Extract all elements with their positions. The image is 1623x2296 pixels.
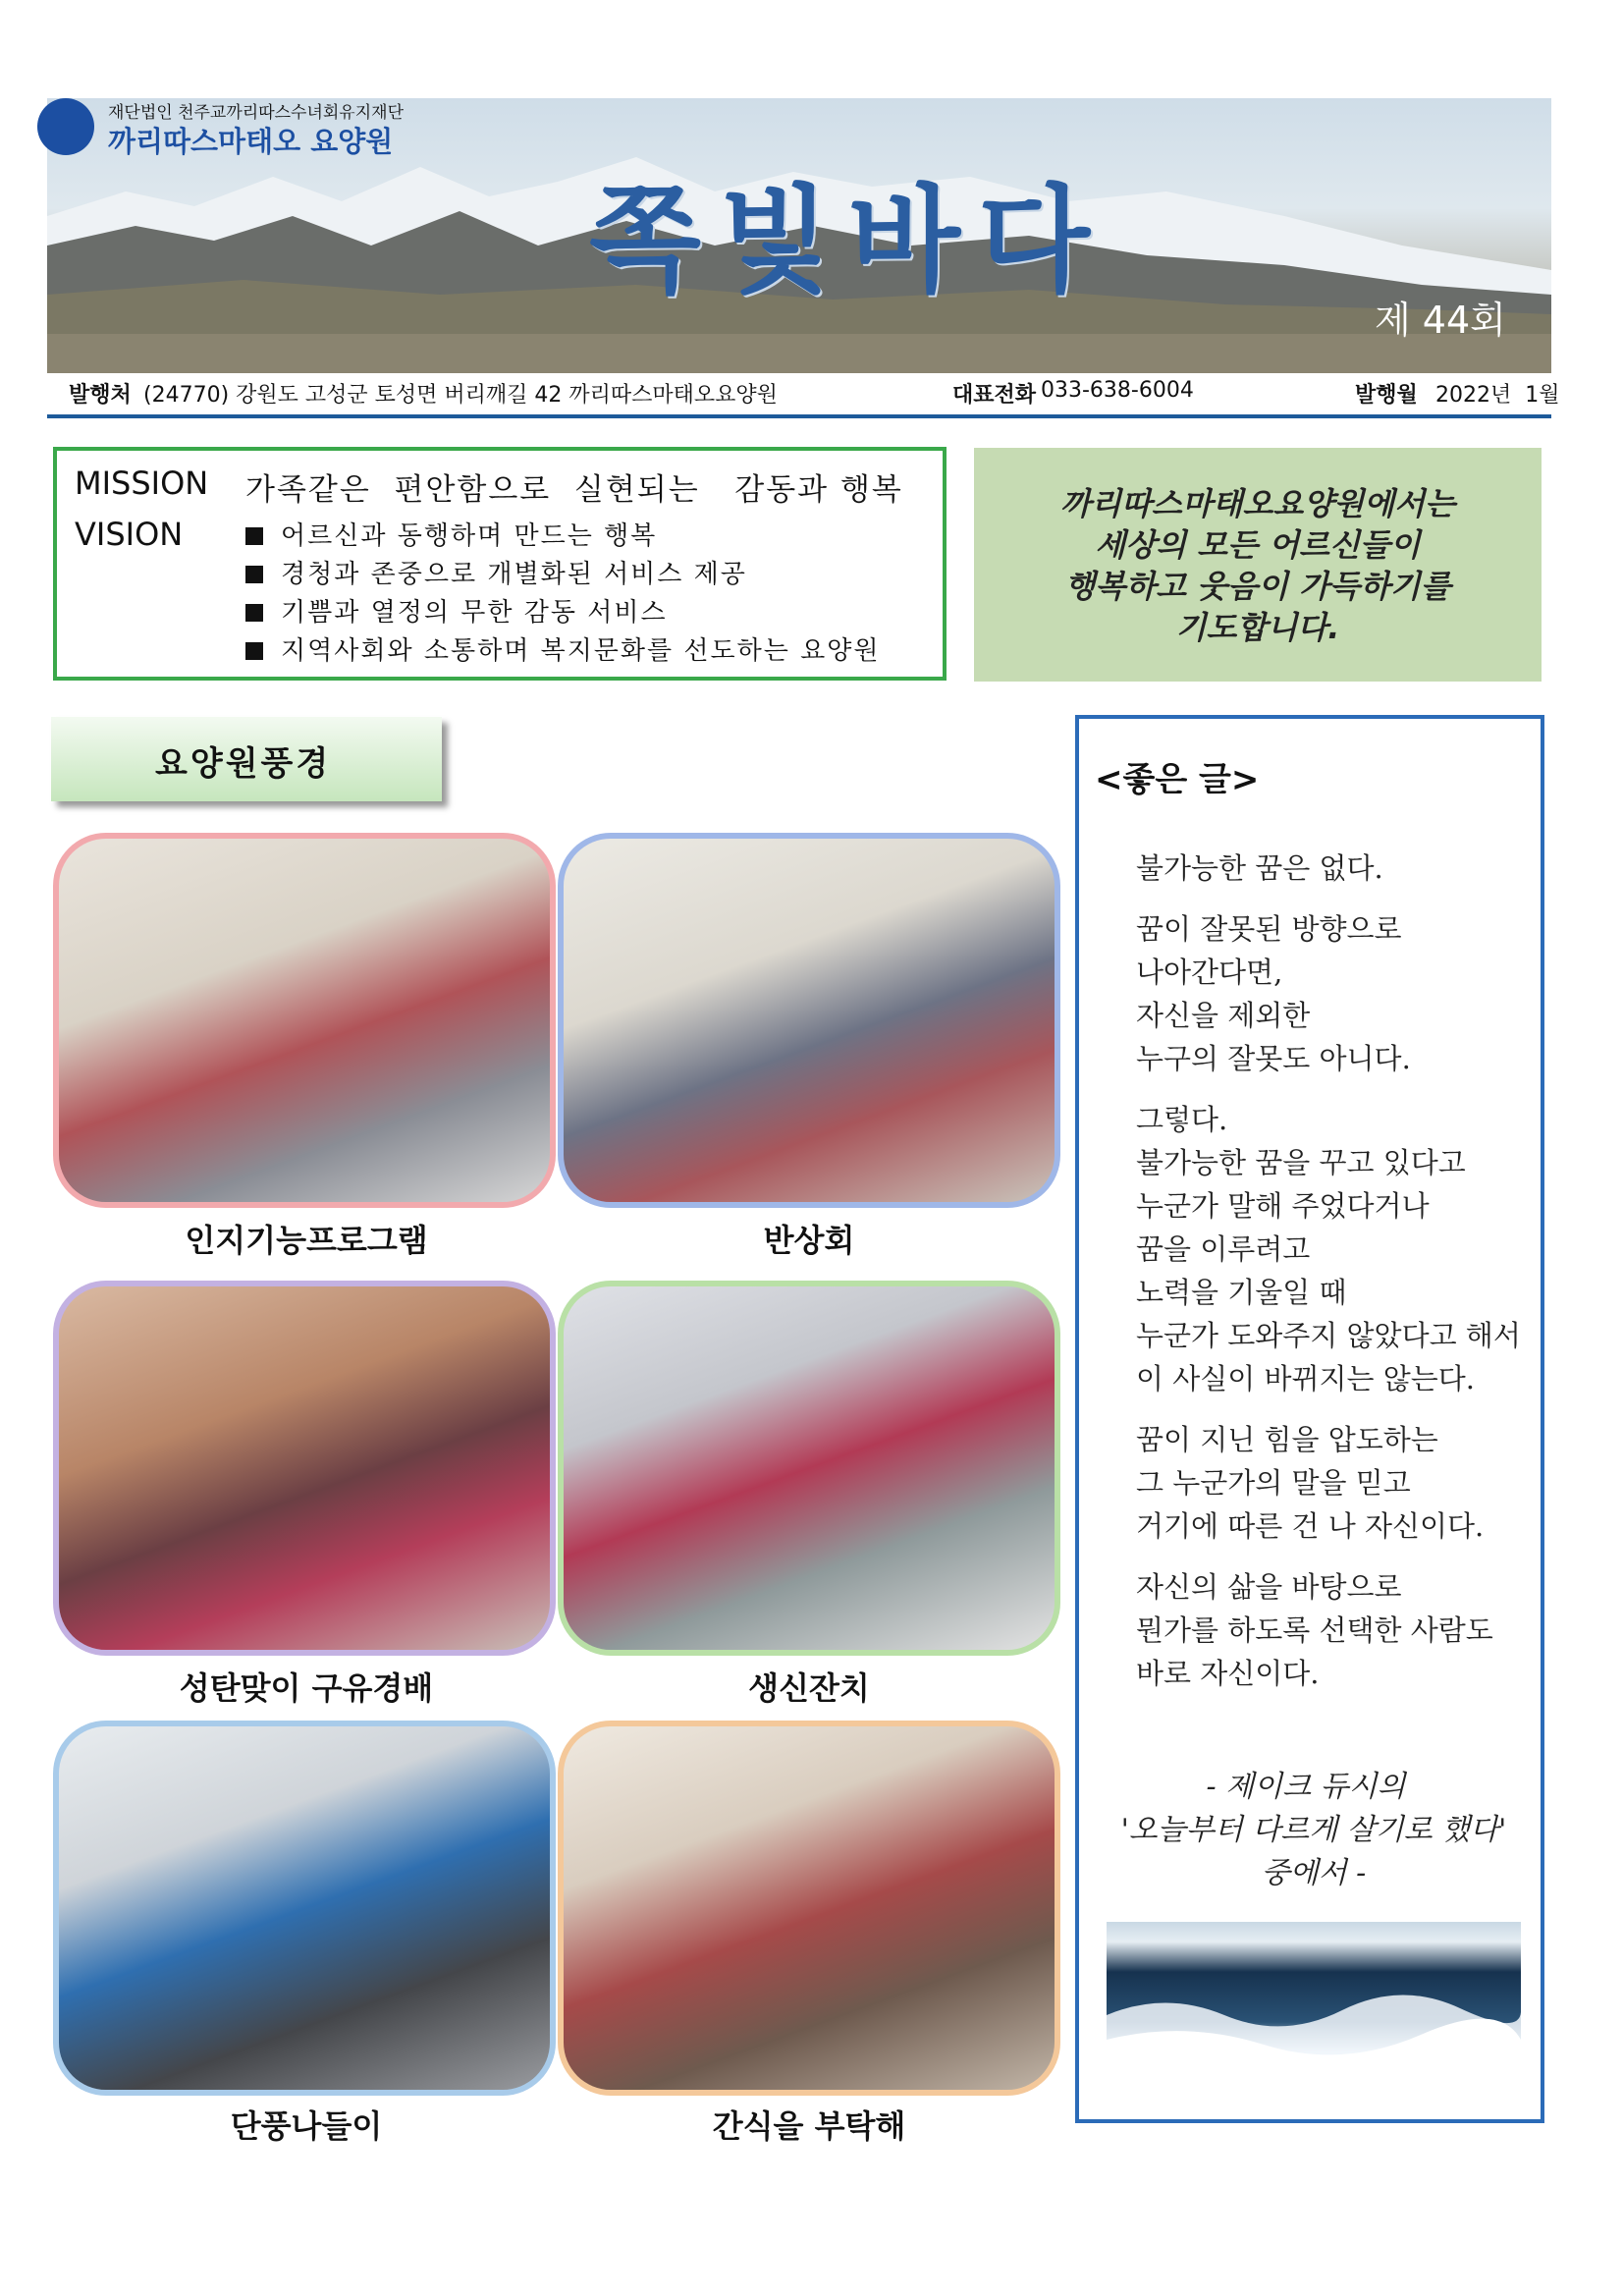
photo-caption: 성탄맞이 구유경배: [179, 1669, 434, 1707]
poem-line: 거기에 따른 건 나 자신이다.: [1136, 1509, 1485, 1543]
poem-line: 누구의 잘못도 아니다.: [1136, 1042, 1411, 1075]
date-label: 발행월: [1355, 383, 1418, 408]
date-text: 2022년 1월: [1435, 383, 1560, 408]
photo-christmas-crib: [59, 1286, 550, 1650]
poem-line: 꿈을 이루려고: [1136, 1232, 1311, 1266]
prayer-line: 기도합니다.: [1175, 609, 1340, 646]
good-writing-title: <좋은 글>: [1095, 760, 1260, 799]
poem-line: 꿈이 잘못된 방향으로: [1136, 912, 1402, 946]
mission-vision-box: [53, 447, 947, 681]
address-label: 발행처: [69, 383, 132, 408]
organization-logo-icon: [37, 98, 94, 155]
mission-text: 가족같은 편안함으로 실현되는 감동과 행복: [245, 472, 903, 508]
organization-name: 까리따스마태오 요양원: [108, 125, 394, 158]
bullet-icon: [245, 566, 263, 583]
photo-resident-meeting: [564, 839, 1055, 1202]
divider: [47, 414, 1551, 418]
list-item: 어르신과 동행하며 만드는 행복: [245, 516, 881, 554]
sea-waves-image: [1107, 1922, 1521, 2089]
photo-cognitive-program: [59, 839, 550, 1202]
bullet-icon: [245, 527, 263, 545]
foundation-name: 재단법인 천주교까리따스수녀회유지재단: [108, 103, 404, 123]
poem-line: 이 사실이 바뀌지는 않는다.: [1136, 1362, 1476, 1395]
photo-caption: 단풍나들이: [230, 2107, 383, 2145]
section-title: [51, 717, 442, 801]
list-item: 경청과 존중으로 개별화된 서비스 제공: [245, 554, 881, 592]
bullet-icon: [245, 604, 263, 622]
section-title-text: 요양원풍경: [155, 744, 332, 784]
photo-autumn-outing: [59, 1726, 550, 2090]
poem-line: 누군가 도와주지 않았다고 해서: [1136, 1319, 1521, 1352]
phone-label: 대표전화: [952, 383, 1037, 408]
organization-block: [37, 98, 450, 157]
poem-line: 자신의 삶을 바탕으로: [1136, 1570, 1402, 1604]
poem-line: 꿈이 지닌 힘을 압도하는: [1136, 1423, 1438, 1456]
poem-line: 자신을 제외한: [1136, 999, 1311, 1032]
prayer-line: 행복하고 웃음이 가득하기를: [1064, 568, 1451, 605]
credit-line: - 제이크 듀시의: [1206, 1770, 1406, 1804]
good-writing-box: [1075, 715, 1544, 2123]
prayer-line: 까리따스마태오요양원에서는: [1060, 485, 1455, 522]
poem-line: 불가능한 꿈은 없다.: [1136, 851, 1383, 885]
credit-line: '오늘부터 다르게 살기로 했다': [1120, 1813, 1507, 1847]
poem-line: 그 누군가의 말을 믿고: [1136, 1466, 1411, 1500]
photo-caption: 간식을 부탁해: [712, 2107, 906, 2145]
vision-list: [245, 516, 881, 669]
list-item: 기쁨과 열정의 무한 감동 서비스: [245, 592, 881, 630]
photo-snack-time: [564, 1726, 1055, 2090]
poem-line: 나아간다면,: [1136, 956, 1283, 989]
list-item: 지역사회와 소통하며 복지문화를 선도하는 요양원: [245, 630, 881, 669]
vision-label: VISION: [75, 516, 184, 553]
prayer-line: 세상의 모든 어르신들이: [1095, 526, 1421, 564]
poem-line: 노력을 기울일 때: [1136, 1276, 1347, 1309]
credit-line: 중에서 -: [1261, 1856, 1367, 1890]
issue-number: 제 44회: [1375, 299, 1506, 342]
poem-line: 뭔가를 하도록 선택한 사람도: [1136, 1613, 1493, 1647]
poem-line: 바로 자신이다.: [1136, 1657, 1320, 1690]
poem-line: 그렇다.: [1136, 1103, 1228, 1136]
phone-text: 033-638-6004: [1041, 378, 1194, 403]
publisher-line: [69, 378, 1560, 411]
poem-line: 누군가 말해 주었다거나: [1136, 1189, 1430, 1223]
wave-graphic: [1107, 1922, 1521, 2089]
bullet-icon: [245, 642, 263, 660]
photo-birthday-party: [564, 1286, 1055, 1650]
photo-caption: 생신잔치: [748, 1669, 870, 1707]
mission-label: MISSION: [75, 465, 209, 502]
photo-caption: 반상회: [763, 1222, 855, 1259]
prayer-box: [974, 448, 1542, 682]
newsletter-title: 쪽빛바다: [589, 173, 1108, 308]
address-text: (24770) 강원도 고성군 토성면 버리깨길 42 까리따스마태오요양원: [143, 383, 778, 408]
poem-line: 불가능한 꿈을 꾸고 있다고: [1136, 1146, 1466, 1179]
photo-caption: 인지기능프로그램: [185, 1222, 428, 1259]
